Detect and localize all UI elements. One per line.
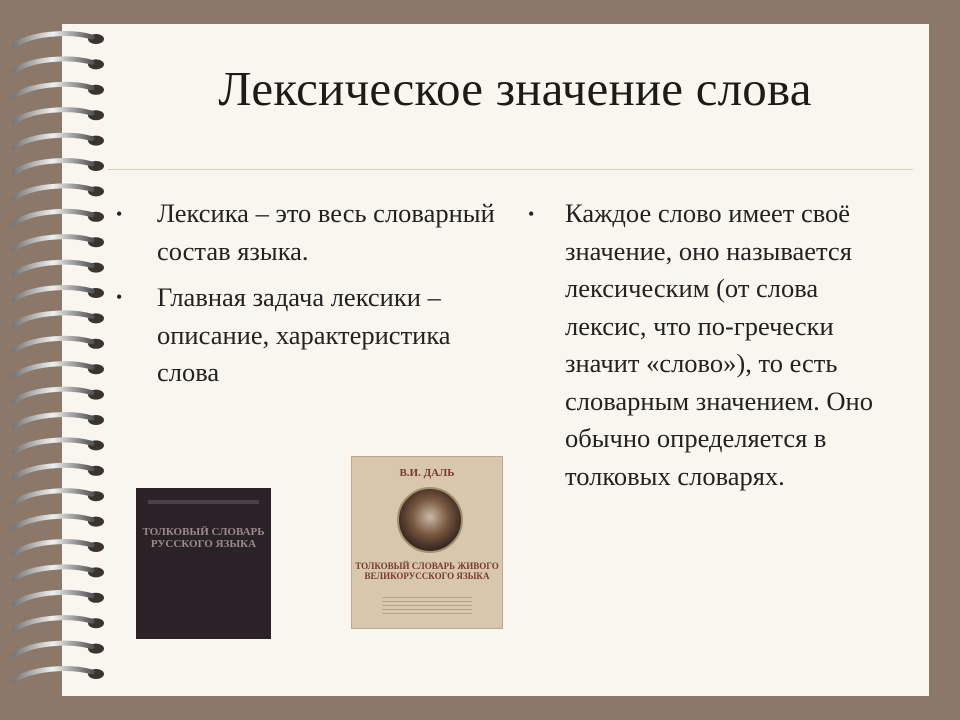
portrait-image (397, 487, 463, 553)
book1-title: ТОЛКОВЫЙ СЛОВАРЬ РУССКОГО ЯЗЫКА (142, 526, 265, 550)
book2-title: ТОЛКОВЫЙ СЛОВАРЬ ЖИВОГО ВЕЛИКОРУССКОГО ЯЗЫКА (355, 561, 499, 581)
spiral-loop (14, 313, 104, 325)
spiral-loop (14, 262, 104, 274)
spiral-loop (14, 237, 104, 249)
spiral-loop (14, 592, 104, 604)
dictionary-dal-image (351, 456, 503, 629)
title-divider (108, 169, 913, 170)
spiral-loop (14, 542, 104, 554)
spiral-loop (14, 618, 104, 630)
slide-title: Лексическое значение слова (218, 61, 812, 116)
spiral-loop (14, 389, 104, 401)
spiral-loop (14, 465, 104, 477)
bullet-point: • (528, 204, 535, 224)
bullet-text-task: Главная задача лексики – описание, характеристика слова (157, 282, 451, 387)
spiral-loop (14, 59, 104, 71)
spiral-loop (14, 84, 104, 96)
book2-author: В.И. ДАЛЬ (399, 467, 455, 479)
spiral-loop (14, 364, 104, 376)
spiral-loop (14, 643, 104, 655)
spiral-loop (14, 669, 104, 681)
dictionary-ozhegov-image (136, 488, 271, 639)
bullet-point: • (116, 204, 123, 224)
spiral-loop (14, 34, 104, 46)
spiral-loop (14, 110, 104, 122)
spiral-loop (14, 211, 104, 223)
bullet-point: • (116, 287, 123, 307)
spiral-loop (14, 491, 104, 503)
spiral-loop (14, 288, 104, 300)
spiral-loop (14, 516, 104, 528)
book-author-line (148, 500, 259, 504)
spiral-loop (14, 161, 104, 173)
spiral-loop (14, 567, 104, 579)
bullet-text-meaning: Каждое слово имеет своё значение, оно называется лексическим (от слова лексис, что по-гречески значит «слово»), то есть словарным значением. Оно обычно определяется в толковых словарях. (565, 198, 873, 491)
spiral-loop (14, 186, 104, 198)
spiral-binding (8, 28, 108, 688)
spiral-loop (14, 338, 104, 350)
spiral-loop (14, 415, 104, 427)
book2-small-print (382, 597, 472, 615)
spiral-loop (14, 440, 104, 452)
spiral-loop (14, 135, 104, 147)
bullet-text-lexicon: Лексика – это весь словарный состав языка. (157, 198, 495, 266)
